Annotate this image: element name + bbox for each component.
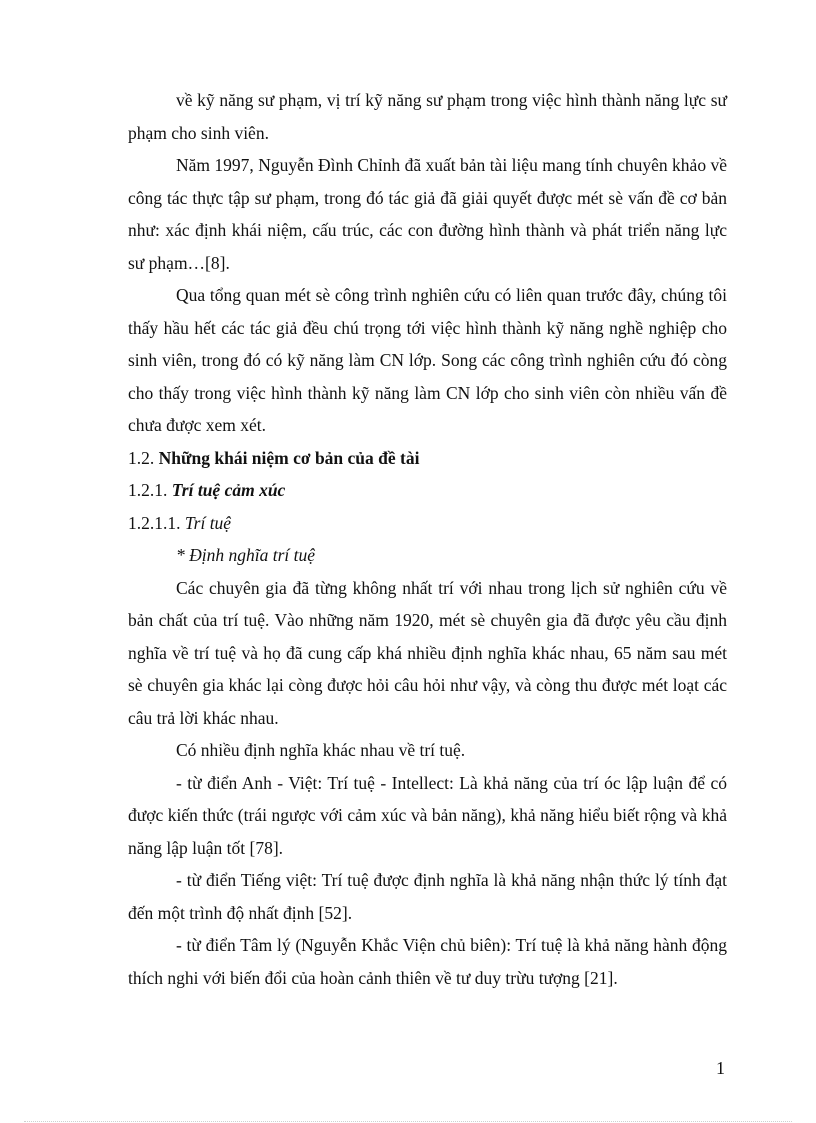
paragraph-experts: Các chuyên gia đã từng không nhất trí với nhau trong lịch sử nghiên cứu về bản chất của trí tuệ. Vào những năm 1920, mét sè chuyên gia đã được yêu cầu định nghĩa về trí tuệ và họ đã cung cấp khá nhiều định nghĩa khác nhau, 65 năm sau mét sè chuyên gia khác lại còng được hỏi câu hỏi như vậy, và còng thu được mét loạt các câu trả lời khác nhau. bbox=[128, 577, 727, 728]
heading-1-2-1-1 bbox=[128, 507, 727, 540]
heading-1-2-1-1-number: 1.2.1.1. bbox=[128, 512, 181, 533]
heading-1-2-number: 1.2. bbox=[128, 447, 155, 468]
paragraph-continuation: về kỹ năng sư phạm, vị trí kỹ năng sư phạm trong việc hình thành năng lực sư phạm cho sinh viên. bbox=[128, 90, 727, 143]
heading-1-2-1-title: Trí tuệ cảm xúc bbox=[171, 480, 286, 500]
paragraph-dict-tieng-viet: - từ điển Tiếng việt: Trí tuệ được định nghĩa là khả năng nhận thức lý tính đạt đến một trình độ nhất định [52]. bbox=[128, 870, 727, 923]
heading-1-2-1-number: 1.2.1. bbox=[128, 480, 168, 500]
heading-1-2-title: Những khái niệm cơ bản của đề tài bbox=[158, 447, 420, 468]
footer-divider bbox=[24, 1121, 792, 1122]
paragraph-dict-tam-ly: - từ điển Tâm lý (Nguyễn Khắc Viện chủ biên): Trí tuệ là khả năng hành động thích nghi với biến đổi của hoàn cảnh thiên về tư duy trừu tượng [21]. bbox=[128, 935, 727, 988]
paragraph-overview: Qua tổng quan mét sè công trình nghiên cứu có liên quan trước đây, chúng tôi thấy hầu hết các tác giả đều chú trọng tới việc hình thành kỹ năng nghề nghiệp cho sinh viên, trong đó có kỹ năng làm CN lớp. Song các công trình nghiên cứu đó còng cho thấy trong việc hình thành kỹ năng làm CN lớp cho sinh viên còn nhiều vấn đề chưa được xem xét. bbox=[128, 285, 727, 435]
definition-label: * Định nghĩa trí tuệ bbox=[176, 545, 316, 565]
paragraph-many-definitions: Có nhiều định nghĩa khác nhau về trí tuệ. bbox=[176, 740, 466, 760]
paragraph-dict-anh-viet: - từ điển Anh - Việt: Trí tuệ - Intellect: Là khả năng của trí óc lập luận để có được kiến thức (trái ngược với cảm xúc và bản năng), khả năng hiểu biết rộng và khả năng lập luận tốt [78]. bbox=[128, 772, 727, 858]
page-content bbox=[128, 84, 727, 994]
heading-1-2-1 bbox=[128, 474, 727, 507]
heading-1-2 bbox=[128, 442, 727, 475]
heading-1-2-1-1-title: Trí tuệ bbox=[184, 512, 232, 533]
paragraph-1997: Năm 1997, Nguyễn Đình Chỉnh đã xuất bản tài liệu mang tính chuyên khảo về công tác thực tập sư phạm, trong đó tác giả đã giải quyết được mét sè vấn đề cơ bản như: xác định khái niệm, cấu trúc, các con đường hình thành và phát triển năng lực sư phạm…[8]. bbox=[128, 155, 727, 273]
page-number: 1 bbox=[716, 1058, 725, 1078]
